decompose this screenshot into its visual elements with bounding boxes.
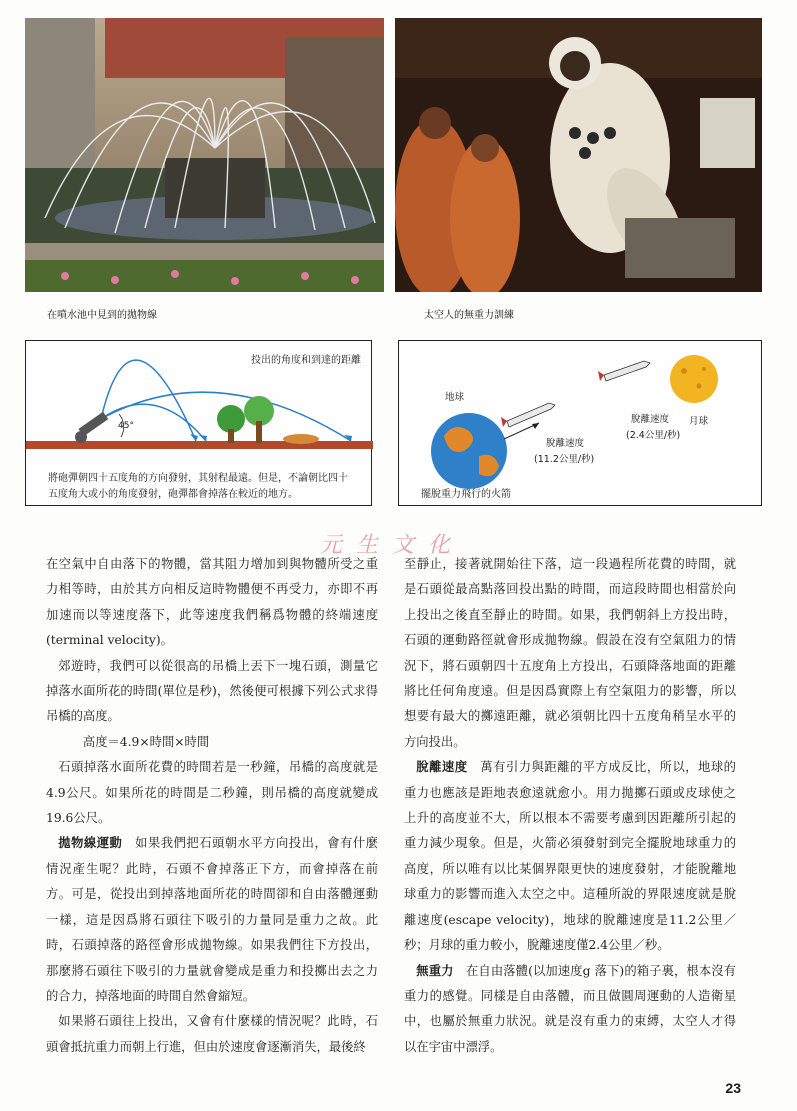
- fountain-caption: 在噴水池中見到的拋物線: [47, 310, 157, 321]
- rocket-icon-moon: [598, 361, 650, 381]
- astronaut-photo: [395, 18, 762, 292]
- escape-velocity-caption: 擺脫重力飛行的火箭: [421, 489, 511, 500]
- escape-moon-label: 脫離速度: [631, 414, 670, 425]
- section-heading-weightless: 無重力: [416, 963, 454, 978]
- page-number: 23: [725, 1080, 741, 1096]
- section-heading-parabola: 拋物線運動: [58, 836, 123, 851]
- escape-earth-label: 脫離速度: [546, 438, 585, 449]
- section-heading-escape: 脫離速度: [416, 760, 468, 775]
- publisher-watermark: 元生文化: [320, 533, 465, 558]
- tree-icon: [217, 396, 274, 443]
- earth-label: 地球: [445, 392, 465, 403]
- height-formula: 高度＝4.9×時間×時間: [82, 734, 210, 749]
- paragraph: 脫離速度 萬有引力與距離的平方成反比，所以，地球的重力也應該是距地表愈遠就愈小。用力拋擲石頭或皮球使之上升的高度並不大，所以根本不需要考慮到因距離所引起的重力減少現象。但是，火箭必須發射到完全擺脫地球重力的高度，所以唯有以比某個界限更快的速度發射，才能脫離地球重力的影響而進入太空之中。這種所說的界限速度就是脫離速度(escape velocity)，地球的脫離速度是11.2公里／秒；月球的重力較小，脫離速度僅2.4公里／秒。: [404, 760, 736, 953]
- paragraph: 郊遊時，我們可以從很高的吊橋上丟下一塊石頭，測量它掉落水面所花的時間(單位是秒)，然後便可根據下列公式求得吊橋的高度。: [46, 658, 378, 724]
- projectile-note: 將砲彈朝四十五度角的方向發射，其射程最遠。但是，不論朝比四十 五度角大或小的角度發射，砲彈都會掉落在較近的地方。: [48, 473, 348, 500]
- paragraph: 無重力 在自由落體(以加速度g 落下)的箱子裏，根本沒有重力的感覺。同樣是自由落體，而且做圓周運動的人造衛星中，也屬於無重力狀況。就是沒有重力的束縛，太空人才得以在宇宙中漂浮。: [404, 963, 736, 1054]
- paragraph: 在空氣中自由落下的物體，當其阻力增加到與物體所受之重力相等時，由於其方向相反這時物體便不再受力，亦即不再加速而以等速度落下，此等速度我們稱爲物體的終端速度(terminal velocity)。: [46, 557, 378, 648]
- escape-moon-value: (2.4公里/秒): [626, 430, 681, 441]
- moon-label: 月球: [689, 416, 709, 427]
- projectile-diagram: [25, 340, 372, 506]
- moon-icon: [670, 355, 718, 403]
- projectile-diagram-title: 投出的角度和到達的距離: [251, 355, 361, 366]
- rocket-icon-earth: [501, 403, 555, 427]
- fountain-photo: [25, 18, 384, 292]
- paragraph: 如果將石頭往上投出，又會有什麼樣的情況呢？此時，石頭會抵抗重力而朝上行進，但由於速度會逐漸消失，最後終: [46, 1014, 378, 1054]
- cannon-icon: [75, 412, 108, 443]
- paragraph: 石頭掉落水面所花費的時間若是一秒鐘，吊橋的高度就是4.9公尺。如果所花的時間是二秒鐘，則吊橋的高度就變成19.6公尺。: [46, 760, 378, 826]
- angle-label: 45°: [118, 421, 134, 431]
- paragraph: 至靜止，接著就開始往下落，這一段過程所花費的時間，就是石頭從最高點落回投出點的時間，而這段時間也相當於向上投出之後直至靜止的時間。如果，我們朝斜上方投出時，石頭的運動路徑就會形成拋物線。假設在沒有空氣阻力的情況下，將石頭朝四十五度角上方投出，石頭降落地面的距離將比任何角度遠。但是因爲實際上有空氣阻力的影響，所以想要有最大的擲遠距離，就必須朝比四十五度角稍呈水平的方向投出。: [404, 557, 736, 749]
- text-column-left: [46, 552, 378, 1060]
- text-column-right: [404, 552, 736, 1060]
- escape-earth-value: (11.2公里/秒): [534, 454, 595, 465]
- earth-icon: [431, 413, 507, 489]
- astronaut-caption: 太空人的無重力訓練: [424, 310, 514, 321]
- escape-velocity-diagram: [398, 340, 762, 506]
- paragraph: 拋物線運動 如果我們把石頭朝水平方向投出，會有什麼情況產生呢？此時，石頭不會掉落正下方，而會掉落在前方。可是，從投出到掉落地面所花的時間卻和自由落體運動一樣，這是因爲將石頭往下吸引的力量同是重力之故。此時，石頭掉落的路徑會形成拋物線。如果我們往下方投出，那麼將石頭往下吸引的力量就會變成是重力和投擲出去之力的合力，掉落地面的時間自然會縮短。: [46, 836, 378, 1003]
